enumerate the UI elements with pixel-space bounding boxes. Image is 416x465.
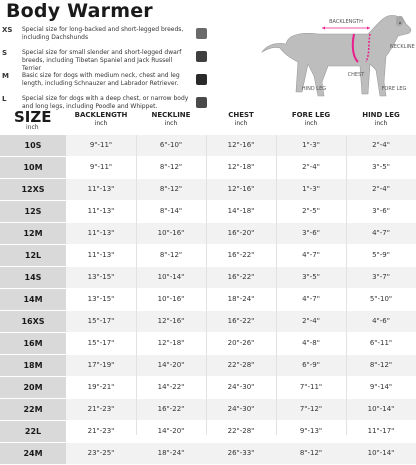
measurement-cell: 13"-15" [87, 273, 115, 281]
measurement-cell: 10"-14" [157, 273, 185, 281]
table-row [0, 289, 416, 311]
column-divider [346, 135, 347, 435]
measurement-cell: 11"-13" [87, 229, 115, 237]
column-header-unit: inch [94, 120, 108, 127]
fit-code: L [2, 95, 7, 103]
fit-description: Basic size for dogs with medium neck, chest and leg length, including Schnauzer and Labrador Retriever. [22, 72, 180, 87]
column-header-label: BACKLENGTH [74, 111, 128, 119]
dog-measurement-diagram [258, 4, 416, 108]
measurement-cell: 10"-16" [157, 295, 185, 303]
fit-code: XS [2, 26, 13, 34]
measurement-cell: 8"-12" [299, 449, 323, 457]
measurement-cell: 2"-4" [302, 317, 320, 325]
measurement-cell: 19"-21" [87, 383, 115, 391]
fit-description: Special size for dogs with a deep chest, or narrow body and long legs, including Poodle and Whippet. [22, 95, 189, 110]
measurement-cell: 2"-4" [372, 141, 390, 149]
measurement-cell: 4"-6" [372, 317, 390, 325]
measurement-cell: 14"-20" [157, 427, 185, 435]
measurement-cell: 14"-18" [227, 207, 255, 215]
fit-code: M [2, 72, 9, 80]
table-row [0, 311, 416, 333]
measurement-cell: 12"-16" [227, 141, 255, 149]
column-header-label: FORE LEG [291, 111, 331, 119]
table-row [0, 267, 416, 289]
measurement-cell: 13"-15" [87, 295, 115, 303]
size-cell: 16M [0, 333, 66, 354]
measurement-cell: 2"-4" [372, 185, 390, 193]
column-header-label: HIND LEG [362, 111, 400, 119]
measurement-cell: 3"-5" [302, 273, 320, 281]
measurement-cell: 6"-11" [369, 339, 393, 347]
measurement-cell: 5"-9" [372, 251, 390, 259]
measurement-cell: 12"-16" [227, 185, 255, 193]
measurement-cell: 2"-5" [302, 207, 320, 215]
table-row [0, 223, 416, 245]
fit-descriptions [0, 26, 300, 118]
measurement-cell: 5"-10" [369, 295, 393, 303]
column-header-unit: inch [234, 120, 248, 127]
column-divider [206, 135, 207, 435]
measurement-cell: 3"-7" [372, 273, 390, 281]
size-cell: 12XS [0, 179, 66, 200]
measurement-cell: 4"-7" [372, 229, 390, 237]
column-header-neckline [136, 111, 206, 127]
size-cell: 20M [0, 377, 66, 398]
column-header-size-unit: inch [26, 124, 39, 131]
table-body [0, 135, 416, 465]
measurement-cell: 1"-3" [302, 141, 320, 149]
size-cell: 22L [0, 421, 66, 442]
measurement-cell: 21"-23" [87, 427, 115, 435]
backlength-arrow-icon [322, 27, 370, 30]
measurement-cell: 18"-24" [157, 449, 185, 457]
table-row [0, 377, 416, 399]
diagram-label-chest: CHEST [347, 72, 365, 78]
measurement-cell: 4"-7" [302, 295, 320, 303]
measurement-cell: 8"-12" [159, 185, 183, 193]
measurement-cell: 1"-3" [302, 185, 320, 193]
size-cell: 16XS [0, 311, 66, 332]
size-cell: 10S [0, 135, 66, 156]
fit-l-swatch-icon [196, 97, 207, 108]
size-cell: 14M [0, 289, 66, 310]
measurement-cell: 16"-22" [227, 317, 255, 325]
table-row [0, 179, 416, 201]
measurement-cell: 12"-18" [227, 163, 255, 171]
measurement-cell: 20"-26" [227, 339, 255, 347]
column-header-label: CHEST [228, 111, 254, 119]
diagram-label-fore-leg: FORE LEG [381, 86, 407, 92]
measurement-cell: 16"-22" [227, 273, 255, 281]
fit-xs-swatch-icon [196, 28, 207, 39]
size-cell: 12S [0, 201, 66, 222]
table-row [0, 421, 416, 443]
size-cell: 18M [0, 355, 66, 376]
measurement-cell: 12"-18" [157, 339, 185, 347]
measurement-cell: 3"-6" [302, 229, 320, 237]
measurement-cell: 8"-14" [159, 207, 183, 215]
table-row [0, 355, 416, 377]
fit-description: Special size for long-backed and short-legged breeds, including Dachshunds [22, 26, 184, 41]
table-row [0, 399, 416, 421]
size-cell: 12L [0, 245, 66, 266]
measurement-cell: 16"-22" [227, 251, 255, 259]
table-row [0, 157, 416, 179]
column-header-label: NECKLINE [151, 111, 191, 119]
measurement-cell: 11"-17" [367, 427, 395, 435]
measurement-cell: 24"-30" [227, 405, 255, 413]
measurement-cell: 2"-4" [302, 163, 320, 171]
measurement-cell: 3"-6" [372, 207, 390, 215]
measurement-cell: 24"-30" [227, 383, 255, 391]
measurement-cell: 21"-23" [87, 405, 115, 413]
measurement-cell: 14"-22" [157, 383, 185, 391]
measurement-cell: 15"-17" [87, 317, 115, 325]
size-cell: 24M [0, 443, 66, 464]
measurement-cell: 23"-25" [87, 449, 115, 457]
fit-xs [0, 26, 300, 48]
measurement-cell: 6"-10" [159, 141, 183, 149]
measurement-cell: 7"-12" [299, 405, 323, 413]
measurement-cell: 10"-16" [157, 229, 185, 237]
column-header-unit: inch [164, 120, 178, 127]
table-header [0, 108, 416, 134]
measurement-cell: 8"-12" [159, 251, 183, 259]
fit-m [0, 72, 300, 94]
fit-description: Special size for small slender and short-legged dwarf breeds, including Tibetan Spaniel and Jack Russell Terrier [22, 49, 182, 72]
column-header-unit: inch [374, 120, 388, 127]
measurement-cell: 11"-13" [87, 207, 115, 215]
column-header-hind-leg [346, 111, 416, 127]
fit-s [0, 49, 300, 71]
measurement-cell: 4"-7" [302, 251, 320, 259]
measurement-cell: 7"-11" [299, 383, 323, 391]
table-row [0, 135, 416, 157]
column-header-backlength [66, 111, 136, 127]
measurement-cell: 14"-20" [157, 361, 185, 369]
dog-silhouette-icon [262, 15, 411, 96]
table-row [0, 443, 416, 465]
measurement-cell: 16"-22" [157, 405, 185, 413]
measurement-cell: 9"-14" [369, 383, 393, 391]
measurement-cell: 9"-13" [299, 427, 323, 435]
measurement-cell: 17"-19" [87, 361, 115, 369]
measurement-cell: 9"-11" [89, 141, 113, 149]
measurement-cell: 10"-14" [367, 405, 395, 413]
diagram-label-backlength: BACKLENGTH [329, 19, 363, 25]
measurement-cell: 3"-5" [372, 163, 390, 171]
column-header-chest [206, 111, 276, 127]
measurement-cell: 22"-28" [227, 427, 255, 435]
column-header-size: SIZE [14, 108, 52, 126]
measurement-cell: 4"-8" [302, 339, 320, 347]
column-divider [136, 135, 137, 435]
fit-s-swatch-icon [196, 51, 207, 62]
size-cell: 14S [0, 267, 66, 288]
column-header-fore-leg [276, 111, 346, 127]
measurement-cell: 16"-20" [227, 229, 255, 237]
measurement-cell: 8"-12" [369, 361, 393, 369]
measurement-cell: 6"-9" [302, 361, 320, 369]
measurement-cell: 11"-13" [87, 185, 115, 193]
table-row [0, 333, 416, 355]
measurement-cell: 12"-16" [157, 317, 185, 325]
measurement-cell: 11"-13" [87, 251, 115, 259]
measurement-cell: 8"-12" [159, 163, 183, 171]
size-cell: 22M [0, 399, 66, 420]
measurement-cell: 15"-17" [87, 339, 115, 347]
table-row [0, 245, 416, 267]
column-divider [276, 135, 277, 435]
table-row [0, 201, 416, 223]
page-title: Body Warmer [6, 0, 153, 22]
size-table [0, 108, 416, 458]
diagram-label-hind-leg: HIND LEG [301, 86, 327, 92]
measurement-cell: 9"-11" [89, 163, 113, 171]
measurement-cell: 10"-14" [367, 449, 395, 457]
measurement-cell: 18"-24" [227, 295, 255, 303]
fit-m-swatch-icon [196, 74, 207, 85]
size-cell: 12M [0, 223, 66, 244]
size-cell: 10M [0, 157, 66, 178]
diagram-label-neckline: NECKLINE [390, 44, 415, 50]
column-header-unit: inch [304, 120, 318, 127]
measurement-cell: 22"-28" [227, 361, 255, 369]
fit-code: S [2, 49, 8, 57]
measurement-cell: 26"-33" [227, 449, 255, 457]
